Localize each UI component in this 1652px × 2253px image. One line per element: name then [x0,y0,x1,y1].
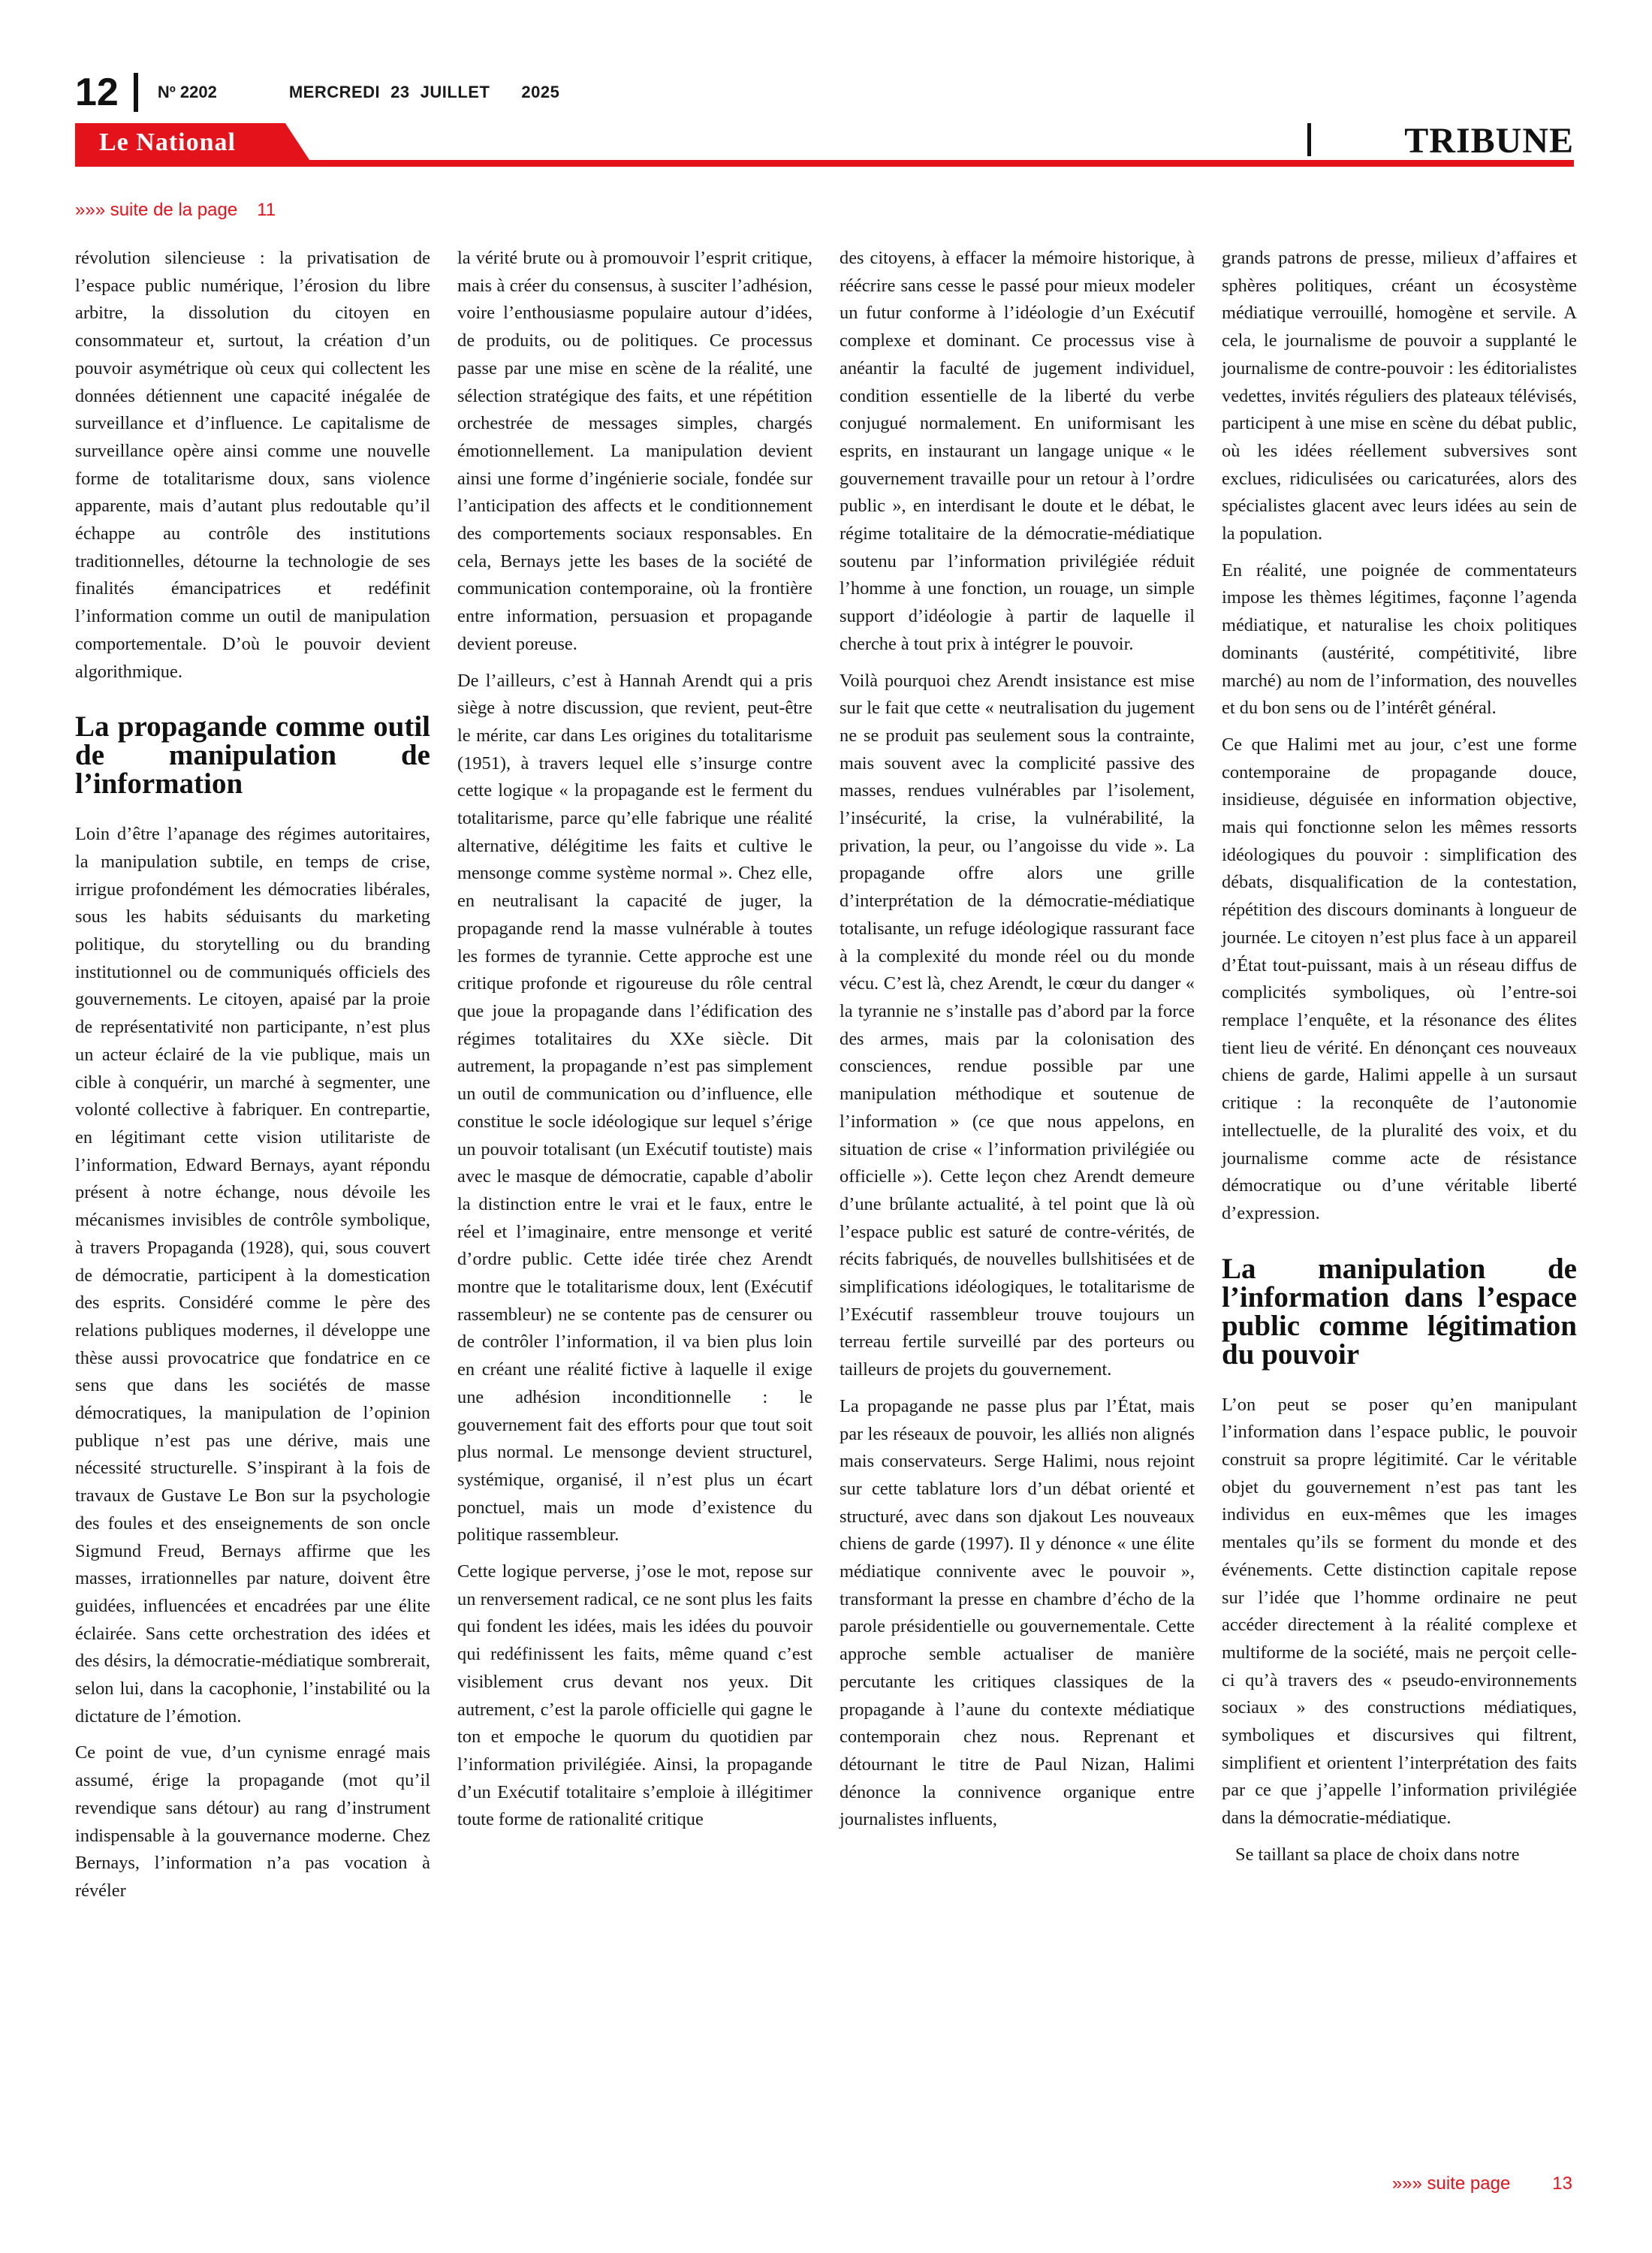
column-2 [457,245,812,2167]
paragraph: Voilà pourquoi chez Arendt insistance est mise sur le fait que cette « neutralisation du jugement ne se produit pas seulement sous la contrainte, mais souvent avec la complicité passive des masses, rendues vulnérables par l’isolement, l’insécurité, la crise, la vulnérabilité, la privation, la peur, ou l’angoisse du vide ». La propagande offre alors une grille d’interprétation de la démocratie-médiatique totalisante, un refuge idéologique rassurant face à la complexité du monde réel ou du monde vécu. C’est là, chez Arendt, le cœur du danger « la tyrannie ne s’installe pas d’abord par la force des armes, mais par la colonisation des consciences, rendue possible par une manipulation méthodique et soutenue de l’information » (ce que nous appelons, en situation de crise « l’information privilégiée ou officielle »). Cette leçon chez Arendt demeure d’une brûlante actualité, à tel point que là où l’espace public est saturé de contre-vérités, de récits fabriqués, de nouvelles bullshitisées et de simplifications idéologiques, le totalitarisme de l’Exécutif rassembleur trouve toujours un terreau fertile surveillé par des porteurs ou tailleurs de projets du gouvernement. [840,670,1195,1380]
subheading: La propagande comme outil de manipulation de l’information [75,710,430,801]
paragraph: De l’ailleurs, c’est à Hannah Arendt qui a pris siège à notre discussion, que revient, peut-être le mérite, car dans Les origines du totalitarisme (1951), à travers lequel elle s’insurge contre cette logique « la propagande est le ferment du totalitarisme, parce qu’elle fabrique une réalité alternative, délégitime les faits et cultive le mensonge comme système normal ». Chez elle, en neutralisant la capacité de juger, la propagande rend la masse vulnérable à toutes les formes de tyrannie. Cette approche est une critique profonde et rigoureuse du rôle central que joue la propagande dans l’édification des régimes totalitaires du XXe siècle. Dit autrement, la propagande n’est pas simplement un outil de communication ou d’influence, elle constitue le socle idéologique sur lequel s’érige un pouvoir totalisant (un Exécutif toutiste) mais avec le masque de démocratie, capable d’abolir la distinction entre le vrai et le faux, entre le réel et l’imaginaire, entre mensonge et verité d’ordre public. Cette idée tirée chez Arendt montre que le totalitarisme doux, lent (Exécutif rassembleur) ne se contente pas de censurer ou de contrôler l’information, il va bien plus loin en créant une réalité fictive à laquelle il exige une adhésion inconditionnelle : le gouvernement fait des efforts pour que tout soit plus normal. Le mensonge devient structurel, systémique, organisé, il n’est plus un écart ponctuel, mais un mode d’existence du politique rassembleur. [457,670,812,1546]
paragraph: grands patrons de presse, milieux d’affaires et sphères politiques, créant un écosystème médiatique verrouillé, homogène et servile. A cela, le journalisme de pouvoir a supplanté le journalisme de contre-pouvoir : les éditorialistes vedettes, invités réguliers des plateaux télévisés, participent à une mise en scène du débat public, où les idées réellement subversives sont exclues, ridiculisées ou caricaturées, alors des spécialistes glacent avec leurs idées au sein de la population. [1222,248,1577,544]
paragraph: La propagande ne passe plus par l’État, mais par les réseaux de pouvoir, les alliés non alignés mais conservateurs. Serge Halimi, nous rejoint sur cette tablature lors d’un débat orienté et structuré, avec dans son djakout Les nouveaux chiens de garde (1997). Il y dénonce « une élite médiatique connivente avec le pouvoir », transformant la presse en chambre d’écho de la parole présidentielle ou gouvernementale. Cette approche semble actualiser de manière percutante les critiques classiques de la propagande à l’aune du contexte médiatique contemporain chez nous. Reprenant et détournant le titre de Paul Nizan, Halimi dénonce la connivence organique entre journalistes influents, [840,1395,1195,1830]
paragraph: des citoyens, à effacer la mémoire historique, à réécrire sans cesse le passé pour mieux modeler un futur conforme à l’idéologie d’un Exécutif complexe et dominant. Ce processus vise à anéantir la faculté de jugement individuel, condition essentielle de la liberté du verbe conjugué normalement. En uniformisant les esprits, en instaurant un langage unique « le gouvernement travaille pour un retour à l’ordre public », en interdisant le doute et le débat, le régime totalitaire de la démocratie-médiatique soutenu par l’information privilégiée réduit l’homme à une fonction, un rouage, un simple support d’idéologie à partir de laquelle il cherche à tout prix à intégrer le pouvoir. [840,248,1195,654]
paragraph: Se taillant sa place de choix dans notre [1235,1844,1520,1865]
paragraph: Ce point de vue, d’un cynisme enragé mais assumé, érige la propagande (mot qu’il revendique sans détour) au rang d’instrument indispensable à la gouvernance moderne. Chez Bernays, l’information n’a pas vocation à révéler [75,1742,430,1901]
paragraph: Loin d’être l’apanage des régimes autoritaires, la manipulation subtile, en temps de crise, irrigue profondément les démocraties libérales, sous les habits séduisants du marketing politique, du storytelling ou du branding institutionnel ou de communiqués officiels des gouvernements. Le citoyen, apaisé par la proie de représentativité non participante, n’est plus un acteur éclairé de la vie publique, mais un cible à conquérir, un marché à segmenter, une volonté collective à fabriquer. En contrepartie, en légitimant cette vision utilitariste de l’information, Edward Bernays, ayant répondu présent à notre échange, nous dévoile les mécanismes invisibles de contrôle symbolique, à travers Propaganda (1928), qui, sous couvert de démocratie, participent à la domestication des esprits. Considéré comme le père des relations publiques modernes, il développe une thèse aussi provocatrice que fondatrice en ce sens que dans les sociétés de masse démocratiques, la manipulation de l’opinion publique n’est pas une dérive, mais une nécessité structurelle. S’inspirant à la fois de travaux de Gustave Le Bon sur la psychologie des foules et des enseignements de son oncle Sigmund Freud, Bernays affirme que les masses, irrationnelles par nature, doivent être guidées, influencées et encadrées par une élite éclairée. Sans cette orchestration des idées et des désirs, la démocratie-médiatique sombrerait, selon lui, dans la cacophonie, l’instabilité ou la dictature de l’émotion. [75,824,430,1727]
continued-to-label: »»» suite page [1391,2173,1511,2194]
newspaper-name: Le National [99,128,236,156]
continued-to [1392,2173,1572,2194]
section-divider [1307,123,1311,156]
subheading: La manipulation de l’information dans l’espace public comme légitimation du pouvoir [1222,1252,1577,1371]
continued-from-label: »»» suite de la page [75,200,238,220]
section-title: TRIBUNE [1404,121,1574,161]
header-divider [134,73,138,112]
date-month: JUILLET [420,83,490,101]
continued-from [75,200,276,221]
continued-to-page: 13 [1552,2173,1572,2194]
issue-number: Nº 2202 [157,83,217,101]
article-body [75,245,1577,2167]
page-number: 12 [75,71,119,114]
continued-from-page: 11 [257,200,276,220]
paragraph: L’on peut se poser qu’en manipulant l’information dans l’espace public, le pouvoir construit sa propre légitimité. Car le véritable objet du gouvernement n’est pas tant les individus en eux-mêmes que les images mentales qu’ils se forment du monde et des événements. Cette distinction capitale repose sur l’idée que l’homme ordinaire ne peut accéder directement à la réalité complexe et multiforme de la société, mais ne perçoit celle-ci qu’à travers des « pseudo-environnements sociaux » des constructions médiatiques, symboliques et discursives qui filtrent, simplifient et orientent l’interprétation des faits par ce que j’appelle l’information privilégiée dans la démocratie-médiatique. [1222,1394,1577,1829]
paragraph: Cette logique perverse, j’ose le mot, repose sur un renversement radical, ce ne sont plus les faits qui fondent les idées, mais les idées du pouvoir qui redéfinissent les faits, même quand c’est visiblement crus devant nos yeux. Dit autrement, c’est la parole officielle qui gagne le ton et empoche le quorum du quotidien par l’information privilégiée. Ainsi, la propagande d’un Exécutif totalitaire s’emploie à illégitimer toute forme de rationalité critique [457,1561,812,1830]
paragraph: révolution silencieuse : la privatisation de l’espace public numérique, l’érosion du libre arbitre, la dissolution du citoyen en consommateur et, surtout, la création d’un pouvoir asymétrique où ceux qui collectent les données détiennent une capacité inégalée de surveillance et d’influence. Le capitalisme de surveillance opère ainsi comme une nouvelle forme de totalitarisme doux, sans violence apparente, mais d’autant plus redoutable qu’il échappe au contrôle des institutions traditionnelles, détourne la technologie de ses finalités émancipatrices et redéfinit l’information comme un outil de manipulation comportementale. D’où le pouvoir devient algorithmique. [75,248,430,682]
date-day: MERCREDI [288,83,381,101]
paragraph: Ce que Halimi met au jour, c’est une forme contemporaine de propagande douce, insidieuse, déguisée en information objective, mais qui fonctionne selon les mêmes ressorts idéologiques du pouvoir : simplification des débats, disqualification de la contestation, répétition des discours dominants à longueur de journée. Le citoyen n’est plus face à un appareil d’État tout-puissant, mais à un réseau diffus de complicités symboliques, où l’entre-soi remplace l’enquête, et la résonance des élites tient lieu de vérité. En dénonçant ces nouveaux chiens de garde, Halimi appelle à un sursaut critique : la reconquête de l’autonomie intellectuelle, de la pluralité des voix, et du journalisme comme acte de résistance démocratique ou d’une véritable liberté d’expression. [1222,734,1577,1223]
column-4 [1222,245,1577,2167]
paragraph: En réalité, une poignée de commentateurs impose les thèmes légitimes, façonne l’agenda médiatique, et naturalise les choix politiques dominants (austérité, compétitivité, libre marché) au nom de l’information, des nouvelles et du bon sens ou de l’intérêt général. [1222,559,1577,719]
brand-bar [75,123,1574,167]
page-header [75,66,570,119]
column-1 [75,245,430,2167]
paragraph: la vérité brute ou à promouvoir l’esprit critique, mais à créer du consensus, à susciter l’adhésion, voire l’enthousiasme populaire autour d’idées, de produits, ou de politiques. Ce processus passe par une mise en scène de la réalité, une sélection stratégique des faits, et une répétition orchestrée de messages simples, chargés émotionnellement. La manipulation devient ainsi une forme d’ingénierie sociale, fondée sur l’anticipation des affects et le conditionnement des comportements sociaux responsables. En cela, Bernays jette les bases de la société de communication contemporaine, où la frontière entre information, persuasion et propagande devient poreuse. [457,248,812,654]
date-number: 23 [390,83,410,101]
date-year: 2025 [521,83,560,101]
column-3 [840,245,1195,2167]
